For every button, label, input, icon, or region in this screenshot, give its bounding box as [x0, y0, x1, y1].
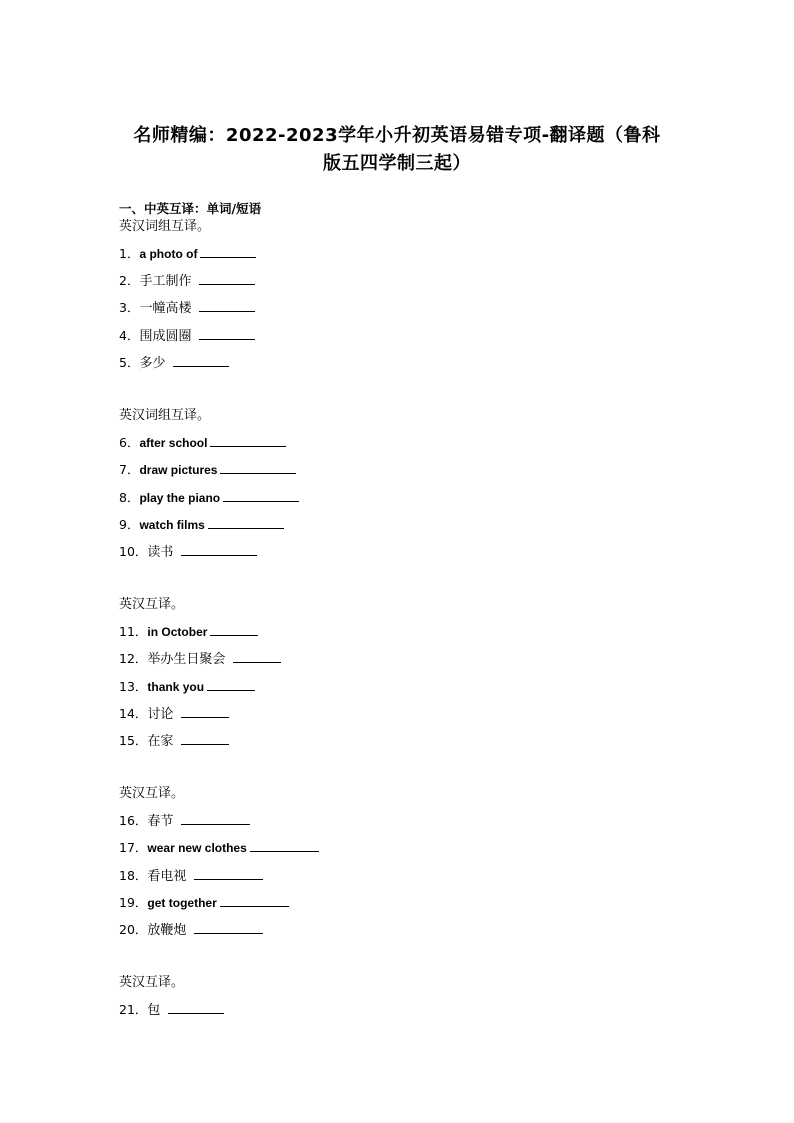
question-number: 12． — [119, 651, 148, 666]
question-6 — [119, 434, 286, 452]
question-text: 春节 — [147, 814, 174, 829]
question-number: 9． — [119, 517, 140, 532]
question-text: 手工制作 — [139, 274, 192, 289]
answer-blank[interactable] — [199, 272, 255, 285]
question-text: wear new clothes — [147, 841, 247, 855]
question-number: 3． — [119, 300, 140, 315]
document-title — [110, 122, 684, 178]
question-number: 4． — [119, 328, 140, 343]
section-heading-5: 英汉互译。 — [119, 975, 185, 990]
question-text: 看电视 — [147, 869, 187, 884]
answer-blank[interactable] — [199, 299, 255, 312]
question-number: 6． — [119, 435, 140, 450]
answer-blank[interactable] — [173, 354, 229, 367]
question-18 — [119, 867, 263, 886]
question-text: 一幢高楼 — [139, 301, 192, 316]
question-14 — [119, 705, 229, 724]
answer-blank[interactable] — [194, 921, 263, 934]
question-text: 在家 — [147, 734, 174, 749]
answer-blank[interactable] — [220, 894, 289, 907]
answer-blank[interactable] — [223, 489, 299, 502]
question-13 — [119, 678, 255, 696]
question-number: 13． — [119, 679, 148, 694]
question-number: 14． — [119, 706, 148, 721]
answer-blank[interactable] — [207, 678, 255, 691]
question-text: after school — [139, 436, 208, 450]
title-line-2: 版五四学制三起） — [323, 153, 471, 174]
question-number: 17． — [119, 840, 148, 855]
section-heading-2: 英汉词组互译。 — [119, 408, 211, 423]
answer-blank[interactable] — [168, 1001, 224, 1014]
question-number: 15． — [119, 733, 148, 748]
question-12 — [119, 650, 281, 669]
question-21 — [119, 1001, 224, 1020]
answer-blank[interactable] — [200, 245, 256, 258]
question-10 — [119, 543, 257, 562]
question-8 — [119, 489, 299, 507]
section-heading-3: 英汉互译。 — [119, 597, 185, 612]
question-number: 8． — [119, 490, 140, 505]
question-text: 放鞭炮 — [147, 923, 187, 938]
answer-blank[interactable] — [181, 732, 229, 745]
section-heading-1: 英汉词组互译。 — [119, 219, 211, 234]
question-9 — [119, 516, 284, 534]
question-number: 11． — [119, 624, 148, 639]
answer-blank[interactable] — [220, 461, 296, 474]
question-text: 包 — [147, 1003, 161, 1018]
question-17 — [119, 839, 319, 857]
question-text: thank you — [147, 680, 205, 694]
question-5 — [119, 354, 229, 373]
section-heading-4: 英汉互译。 — [119, 786, 185, 801]
question-7 — [119, 461, 296, 479]
question-number: 20． — [119, 922, 148, 937]
question-text: 围成圆圈 — [139, 329, 192, 344]
question-number: 19． — [119, 895, 148, 910]
question-text: 讨论 — [147, 707, 174, 722]
part-heading: 一、中英互译：单词/短语 — [119, 201, 262, 216]
question-19 — [119, 894, 289, 912]
question-text: get together — [147, 896, 217, 910]
question-text: play the piano — [139, 491, 221, 505]
title-line-1: 名师精编：2022-2023学年小升初英语易错专项-翻译题（鲁科 — [133, 125, 661, 146]
question-number: 1． — [119, 246, 140, 261]
question-4 — [119, 327, 255, 346]
answer-blank[interactable] — [210, 434, 286, 447]
question-number: 21． — [119, 1002, 148, 1017]
answer-blank[interactable] — [208, 516, 284, 529]
question-15 — [119, 732, 229, 751]
question-text: watch films — [139, 518, 205, 532]
answer-blank[interactable] — [181, 705, 229, 718]
question-text: in October — [147, 625, 208, 639]
answer-blank[interactable] — [250, 839, 319, 852]
question-number: 2． — [119, 273, 140, 288]
question-text: 多少 — [139, 356, 166, 371]
question-number: 5． — [119, 355, 140, 370]
answer-blank[interactable] — [181, 543, 257, 556]
question-text: 读书 — [147, 545, 174, 560]
question-number: 7． — [119, 462, 140, 477]
question-text: 举办生日聚会 — [147, 652, 226, 667]
question-text: a photo of — [139, 247, 198, 261]
answer-blank[interactable] — [210, 623, 258, 636]
question-number: 10． — [119, 544, 148, 559]
question-text: draw pictures — [139, 463, 218, 477]
question-1 — [119, 245, 256, 263]
question-number: 16． — [119, 813, 148, 828]
answer-blank[interactable] — [199, 327, 255, 340]
question-20 — [119, 921, 263, 940]
question-2 — [119, 272, 255, 291]
question-16 — [119, 812, 250, 831]
question-number: 18． — [119, 868, 148, 883]
answer-blank[interactable] — [233, 650, 281, 663]
question-11 — [119, 623, 258, 641]
answer-blank[interactable] — [194, 867, 263, 880]
question-3 — [119, 299, 255, 318]
answer-blank[interactable] — [181, 812, 250, 825]
